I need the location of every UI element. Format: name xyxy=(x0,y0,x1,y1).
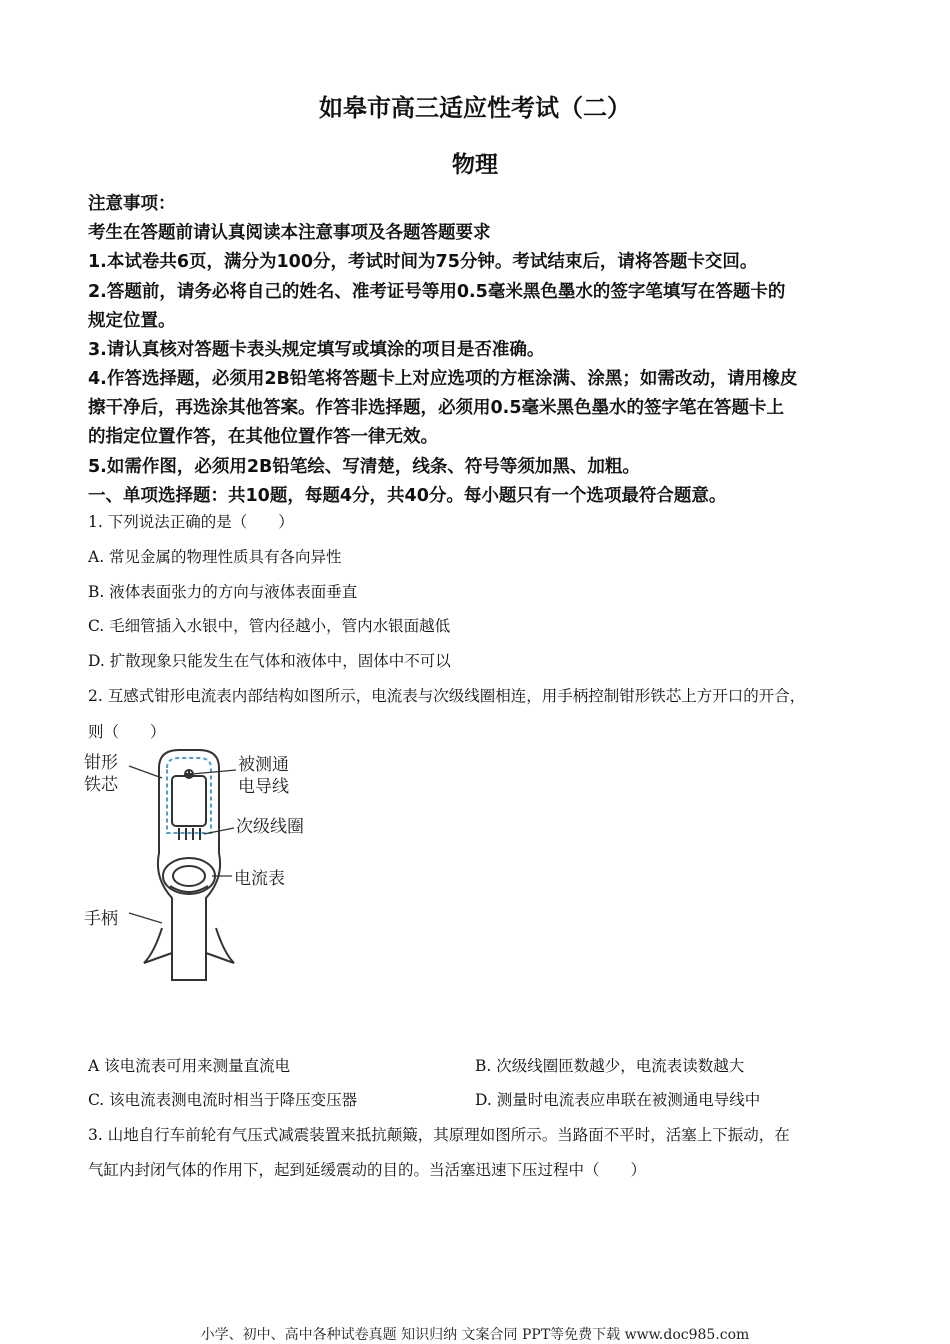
q2-option-a: A 该电流表可用来测量直流电 xyxy=(88,1057,291,1075)
q2-option-d: D. 测量时电流表应串联在被测通电导线中 xyxy=(475,1091,761,1109)
subject-title: 物理 xyxy=(452,152,498,178)
q3-stem-line2: 气缸内封闭气体的作用下，起到延缓震动的目的。当活塞迅速下压过程中（ ） xyxy=(88,1161,647,1179)
notice-item-4b: 擦干净后，再选涂其他答案。作答非选择题，必须用0.5毫米黑色墨水的签字笔在答题卡上 xyxy=(88,398,784,418)
notice-item-3: 3.请认真核对答题卡表头规定填写或填涂的项目是否准确。 xyxy=(88,340,545,360)
notice-item-2b: 规定位置。 xyxy=(88,311,176,331)
section1-heading: 一、单项选择题：共10题，每题4分，共40分。每小题只有一个选项最符合题意。 xyxy=(88,486,727,506)
notice-intro: 考生在答题前请认真阅读本注意事项及各题答题要求 xyxy=(88,223,491,243)
q1-stem: 1. 下列说法正确的是（ ） xyxy=(88,513,294,531)
q2-stem-line1: 2. 互感式钳形电流表内部结构如图所示，电流表与次级线圈相连，用手柄控制钳形铁芯上方开口的开合， xyxy=(88,687,806,705)
figure-label-meter: 电流表 xyxy=(234,869,285,889)
page-footer: 小学、初中、高中各种试卷真题 知识归纳 文案合同 PPT等免费下载 www.doc985.com xyxy=(200,1327,750,1343)
q2-option-b: B. 次级线圈匝数越少，电流表读数越大 xyxy=(475,1057,745,1075)
q1-option-b: B. 液体表面张力的方向与液体表面垂直 xyxy=(88,583,358,601)
figure-label-handle: 手柄 xyxy=(84,909,118,929)
notice-item-4c: 的指定位置作答，在其他位置作答一律无效。 xyxy=(88,427,438,447)
clamp-meter-figure xyxy=(84,748,324,988)
notice-item-2a: 2.答题前，请务必将自己的姓名、准考证号等用0.5毫米黑色墨水的签字笔填写在答题卡的 xyxy=(88,282,786,302)
exam-title: 如皋市高三适应性考试（二） xyxy=(319,94,631,122)
figure-label-core-2: 铁芯 xyxy=(84,775,118,795)
q3-stem-line1: 3. 山地自行车前轮有气压式减震装置来抵抗颠簸，其原理如图所示。当路面不平时，活塞上下振动，在 xyxy=(88,1126,790,1144)
notice-heading: 注意事项： xyxy=(88,194,176,214)
figure-label-coil: 次级线圈 xyxy=(236,817,304,837)
q1-option-d: D. 扩散现象只能发生在气体和液体中，固体中不可以 xyxy=(88,652,451,670)
q2-stem-line2: 则（ ） xyxy=(88,723,166,741)
notice-item-5: 5.如需作图，必须用2B铅笔绘、写清楚，线条、符号等须加黑、加粗。 xyxy=(88,457,640,477)
q1-option-c: C. 毛细管插入水银中，管内径越小，管内水银面越低 xyxy=(88,617,451,635)
figure-label-wire-1: 被测通 xyxy=(238,755,289,775)
q1-option-a: A. 常见金属的物理性质具有各向异性 xyxy=(88,548,342,566)
figure-label-core-1: 钳形 xyxy=(84,753,118,773)
notice-item-4a: 4.作答选择题，必须用2B铅笔将答题卡上对应选项的方框涂满、涂黑；如需改动，请用橡皮 xyxy=(88,369,798,389)
q2-option-c: C. 该电流表测电流时相当于降压变压器 xyxy=(88,1091,358,1109)
notice-item-1: 1.本试卷共6页，满分为100分，考试时间为75分钟。考试结束后，请将答题卡交回。 xyxy=(88,252,758,272)
figure-label-wire-2: 电导线 xyxy=(238,777,289,797)
